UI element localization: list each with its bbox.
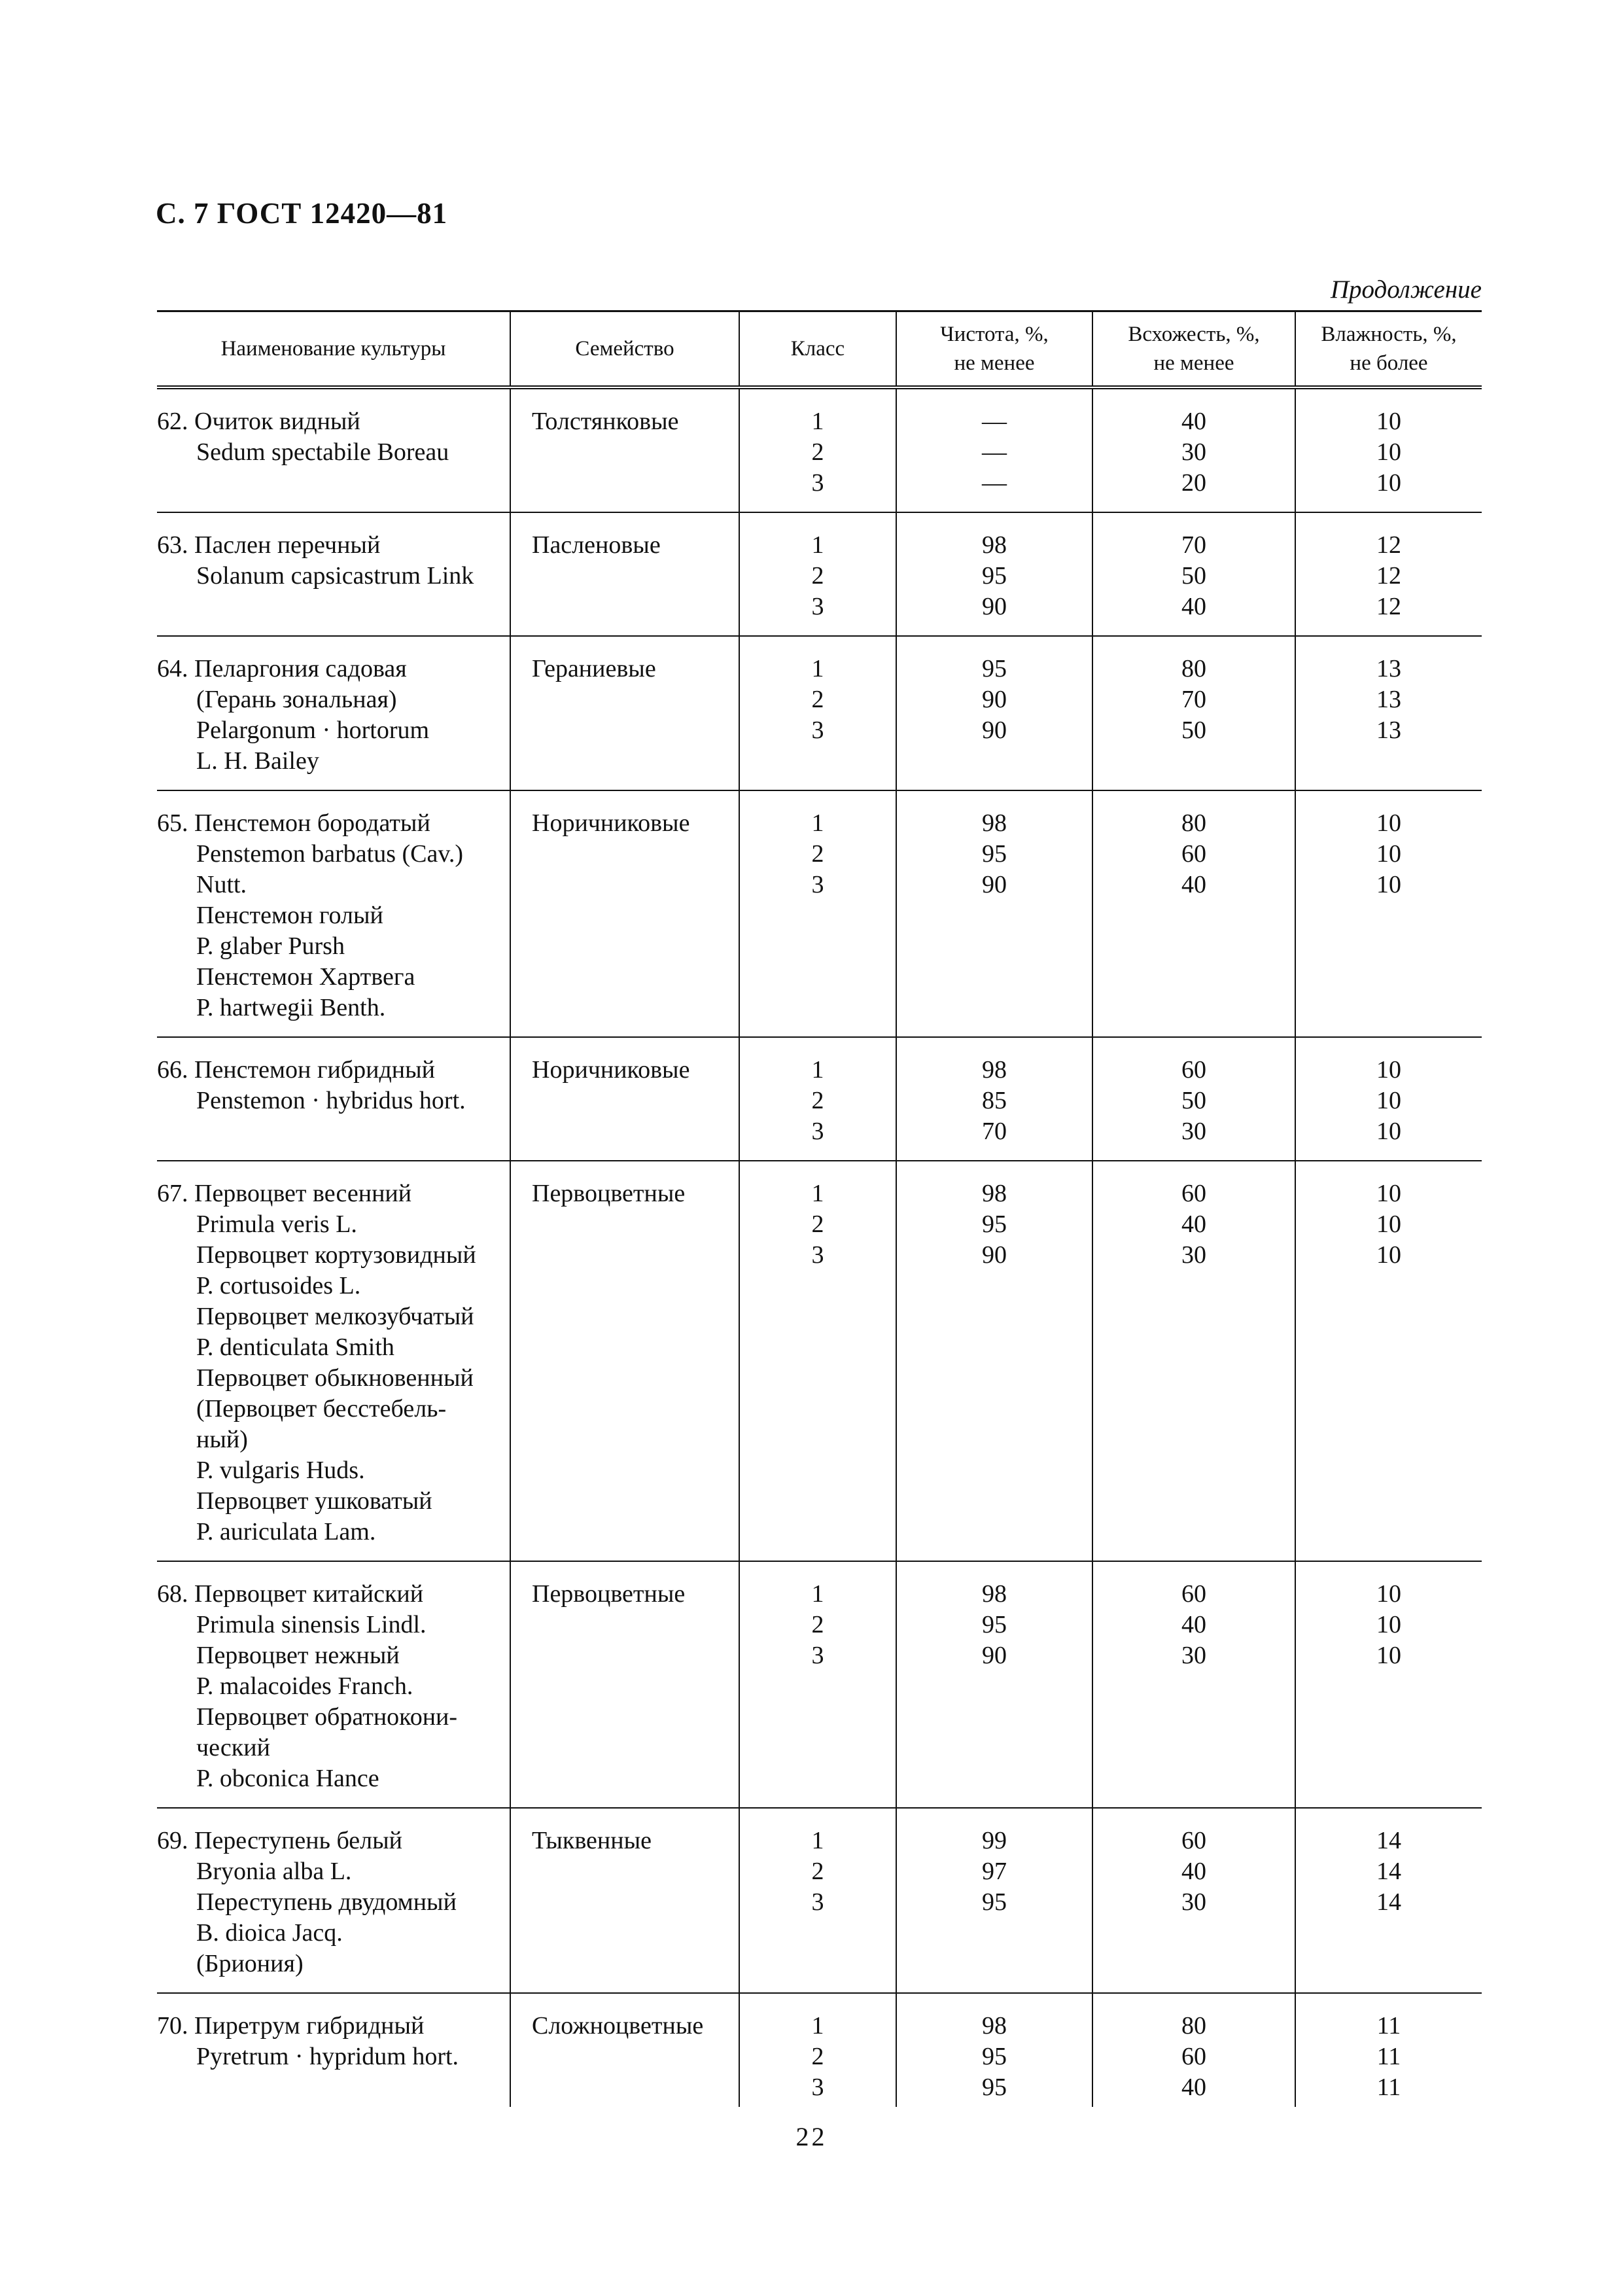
moisture-cell-value: 10 xyxy=(1376,1056,1401,1084)
germination-cell-value: 60 xyxy=(1181,1056,1206,1084)
family-cell: Первоцветные xyxy=(510,1561,739,1808)
table-row xyxy=(157,1037,1482,1161)
class-cell-value: 3 xyxy=(811,1241,824,1269)
class-cell xyxy=(739,387,896,512)
moisture-cell-value: 13 xyxy=(1376,655,1401,682)
family-cell: Сложноцветные xyxy=(510,1993,739,2107)
crop-name-line: B. dioica Jacq. xyxy=(196,1919,343,1947)
crop-name-line: 70. Пиретрум гибридный xyxy=(157,2012,425,2040)
family-cell: Толстянковые xyxy=(510,387,739,512)
moisture-cell-value: 11 xyxy=(1376,2043,1401,2070)
table-row xyxy=(157,1993,1482,2107)
crop-name-line: P. glaber Pursh xyxy=(196,932,345,960)
purity-cell-value: 95 xyxy=(982,1210,1007,1238)
crop-name-line: Nutt. xyxy=(196,871,247,898)
purity-cell-value: 99 xyxy=(982,1827,1007,1854)
column-header-crop-name: Наименование культуры xyxy=(157,311,510,388)
purity-cell-value: 95 xyxy=(982,562,1007,590)
class-cell-value: 2 xyxy=(811,840,824,868)
column-header-moisture: Влажность, %, не более xyxy=(1295,311,1482,388)
germination-cell-value: 20 xyxy=(1181,469,1206,497)
germination-cell-value: 50 xyxy=(1181,716,1206,744)
crop-name-line: 63. Паслен перечный xyxy=(157,531,381,559)
purity-cell-value: — xyxy=(982,469,1007,497)
column-header-class: Класс xyxy=(739,311,896,388)
crop-name-cell xyxy=(157,1037,510,1161)
crop-name-cell xyxy=(157,636,510,790)
germination-cell xyxy=(1092,1808,1295,1993)
purity-cell-value: 95 xyxy=(982,1888,1007,1916)
family-cell: Гераниевые xyxy=(510,636,739,790)
moisture-cell-value: 10 xyxy=(1376,809,1401,837)
purity-cell-value: 98 xyxy=(982,809,1007,837)
purity-cell-value: 98 xyxy=(982,2012,1007,2040)
germination-cell xyxy=(1092,1161,1295,1561)
class-cell-value: 3 xyxy=(811,2074,824,2101)
crop-name-cell xyxy=(157,790,510,1037)
purity-cell xyxy=(896,387,1092,512)
germination-cell-value: 30 xyxy=(1181,1888,1206,1916)
germination-cell xyxy=(1092,387,1295,512)
table-row xyxy=(157,1808,1482,1993)
moisture-cell-value: 11 xyxy=(1376,2074,1401,2101)
class-cell xyxy=(739,790,896,1037)
table-row xyxy=(157,512,1482,636)
germination-cell-value: 60 xyxy=(1181,840,1206,868)
germination-cell xyxy=(1092,1037,1295,1161)
germination-cell-value: 80 xyxy=(1181,2012,1206,2040)
germination-cell xyxy=(1092,636,1295,790)
purity-cell-value: 95 xyxy=(982,2074,1007,2101)
germination-cell xyxy=(1092,1561,1295,1808)
class-cell-value: 1 xyxy=(811,655,824,682)
table-row xyxy=(157,636,1482,790)
class-cell-value: 1 xyxy=(811,531,824,559)
crop-name-line: Первоцвет ушковатый xyxy=(196,1487,432,1515)
crop-name-line: P. malacoides Franch. xyxy=(196,1672,413,1700)
crop-name-line: Первоцвет кортузовидный xyxy=(196,1241,476,1269)
moisture-cell xyxy=(1295,1161,1482,1561)
purity-cell xyxy=(896,636,1092,790)
class-cell-value: 3 xyxy=(811,716,824,744)
moisture-cell-value: 10 xyxy=(1376,840,1401,868)
purity-cell-value: 95 xyxy=(982,655,1007,682)
germination-cell xyxy=(1092,790,1295,1037)
crop-name-line: 65. Пенстемон бородатый xyxy=(157,809,430,837)
class-cell-value: 1 xyxy=(811,408,824,435)
purity-cell-value: 98 xyxy=(982,1056,1007,1084)
germination-cell-value: 40 xyxy=(1181,593,1206,620)
germination-cell-value: 60 xyxy=(1181,1827,1206,1854)
class-cell-value: 2 xyxy=(811,1858,824,1885)
crop-name-line: Пенстемон Хартвега xyxy=(196,963,415,991)
family-cell: Первоцветные xyxy=(510,1161,739,1561)
class-cell-value: 2 xyxy=(811,686,824,713)
class-cell xyxy=(739,1561,896,1808)
moisture-cell-value: 14 xyxy=(1376,1827,1401,1854)
purity-cell-value: 90 xyxy=(982,1642,1007,1669)
crop-name-line: 68. Первоцвет китайский xyxy=(157,1580,424,1608)
crop-name-line: Переступень двудомный xyxy=(196,1888,457,1916)
crop-name-line: Пенстемон голый xyxy=(196,902,383,929)
purity-cell-value: 98 xyxy=(982,531,1007,559)
table-row xyxy=(157,790,1482,1037)
class-cell-value: 1 xyxy=(811,2012,824,2040)
class-cell-value: 1 xyxy=(811,1180,824,1207)
column-header-family: Семейство xyxy=(510,311,739,388)
moisture-cell-value: 12 xyxy=(1376,562,1401,590)
purity-cell xyxy=(896,1037,1092,1161)
crop-name-line: P. hartwegii Benth. xyxy=(196,994,386,1021)
moisture-cell-value: 12 xyxy=(1376,531,1401,559)
germination-cell-value: 70 xyxy=(1181,686,1206,713)
moisture-cell xyxy=(1295,790,1482,1037)
crop-name-line: ческий xyxy=(196,1734,270,1761)
crop-name-line: P. obconica Hance xyxy=(196,1765,379,1792)
moisture-cell xyxy=(1295,1993,1482,2107)
moisture-cell-value: 10 xyxy=(1376,1241,1401,1269)
germination-cell-value: 30 xyxy=(1181,438,1206,466)
germination-cell-value: 40 xyxy=(1181,1611,1206,1638)
germination-cell-value: 40 xyxy=(1181,2074,1206,2101)
crop-name-line: Penstemon barbatus (Cav.) xyxy=(196,840,464,868)
crop-name-line: (Бриония) xyxy=(196,1950,304,1977)
purity-cell xyxy=(896,512,1092,636)
moisture-cell-value: 10 xyxy=(1376,871,1401,898)
moisture-cell-value: 10 xyxy=(1376,1118,1401,1145)
germination-cell-value: 80 xyxy=(1181,655,1206,682)
column-header-purity: Чистота, %, не менее xyxy=(896,311,1092,388)
germination-cell xyxy=(1092,1993,1295,2107)
class-cell-value: 3 xyxy=(811,1888,824,1916)
moisture-cell-value: 11 xyxy=(1376,2012,1401,2040)
crop-name-cell xyxy=(157,512,510,636)
table-row xyxy=(157,387,1482,512)
page-header: С. 7 ГОСТ 12420—81 xyxy=(156,197,448,230)
moisture-cell-value: 10 xyxy=(1376,1611,1401,1638)
family-cell: Пасленовые xyxy=(510,512,739,636)
crop-name-line: 66. Пенстемон гибридный xyxy=(157,1056,435,1084)
crop-name-line: Bryonia alba L. xyxy=(196,1858,352,1885)
purity-cell xyxy=(896,1993,1092,2107)
crop-name-line: Первоцвет нежный xyxy=(196,1642,400,1669)
purity-cell-value: 90 xyxy=(982,686,1007,713)
crop-name-line: Penstemon · hybridus hort. xyxy=(196,1087,466,1114)
germination-cell-value: 40 xyxy=(1181,1858,1206,1885)
class-cell-value: 3 xyxy=(811,593,824,620)
moisture-cell-value: 10 xyxy=(1376,1087,1401,1114)
germination-cell-value: 50 xyxy=(1181,1087,1206,1114)
class-cell xyxy=(739,512,896,636)
purity-cell-value: 98 xyxy=(982,1180,1007,1207)
germination-cell-value: 60 xyxy=(1181,1580,1206,1608)
table-row xyxy=(157,1561,1482,1808)
moisture-cell-value: 12 xyxy=(1376,593,1401,620)
class-cell xyxy=(739,636,896,790)
germination-cell-value: 60 xyxy=(1181,1180,1206,1207)
purity-cell-value: 95 xyxy=(982,2043,1007,2070)
purity-cell-value: — xyxy=(982,438,1007,466)
class-cell xyxy=(739,1808,896,1993)
moisture-cell-value: 14 xyxy=(1376,1858,1401,1885)
crop-name-cell xyxy=(157,1561,510,1808)
crop-name-line: P. auriculata Lam. xyxy=(196,1518,376,1545)
moisture-cell-value: 13 xyxy=(1376,716,1401,744)
crop-name-line: 62. Очиток видный xyxy=(157,408,360,435)
germination-cell xyxy=(1092,512,1295,636)
crop-name-line: ный) xyxy=(196,1426,248,1453)
moisture-cell-value: 13 xyxy=(1376,686,1401,713)
class-cell-value: 1 xyxy=(811,1827,824,1854)
continuation-label: Продолжение xyxy=(1330,275,1482,304)
page-number: 22 xyxy=(795,2122,828,2151)
germination-cell-value: 30 xyxy=(1181,1642,1206,1669)
class-cell-value: 1 xyxy=(811,1580,824,1608)
crop-name-line: Первоцвет обыкновенный xyxy=(196,1364,474,1392)
crop-name-cell xyxy=(157,1993,510,2107)
germination-cell-value: 40 xyxy=(1181,1210,1206,1238)
germination-cell-value: 70 xyxy=(1181,531,1206,559)
purity-cell-value: — xyxy=(982,408,1007,435)
crop-name-line: 67. Первоцвет весенний xyxy=(157,1180,412,1207)
purity-cell-value: 95 xyxy=(982,840,1007,868)
crop-name-cell xyxy=(157,1808,510,1993)
crop-name-line: Primula veris L. xyxy=(196,1210,357,1238)
family-cell: Норичниковые xyxy=(510,790,739,1037)
moisture-cell-value: 10 xyxy=(1376,1580,1401,1608)
moisture-cell xyxy=(1295,636,1482,790)
moisture-cell xyxy=(1295,387,1482,512)
class-cell-value: 2 xyxy=(811,1611,824,1638)
class-cell-value: 3 xyxy=(811,469,824,497)
column-header-germination: Всхожесть, %, не менее xyxy=(1092,311,1295,388)
moisture-cell xyxy=(1295,1808,1482,1993)
purity-cell-value: 90 xyxy=(982,716,1007,744)
crop-name-line: Первоцвет обратнокони- xyxy=(196,1703,458,1731)
germination-cell-value: 80 xyxy=(1181,809,1206,837)
crop-name-line: (Герань зональная) xyxy=(196,686,397,713)
crop-name-cell xyxy=(157,1161,510,1561)
crop-name-line: P. vulgaris Huds. xyxy=(196,1457,365,1484)
purity-cell xyxy=(896,1161,1092,1561)
crop-name-line: P. denticulata Smith xyxy=(196,1333,394,1361)
crop-name-line: (Первоцвет бесстебель- xyxy=(196,1395,447,1422)
moisture-cell-value: 10 xyxy=(1376,1642,1401,1669)
class-cell-value: 2 xyxy=(811,1210,824,1238)
class-cell-value: 2 xyxy=(811,1087,824,1114)
purity-cell-value: 90 xyxy=(982,871,1007,898)
germination-cell-value: 40 xyxy=(1181,871,1206,898)
crop-name-line: Sedum spectabile Boreau xyxy=(196,438,449,466)
purity-cell xyxy=(896,1808,1092,1993)
purity-cell xyxy=(896,790,1092,1037)
crop-name-line: P. cortusoides L. xyxy=(196,1272,361,1299)
germination-cell-value: 40 xyxy=(1181,408,1206,435)
crop-name-line: Pelargonum · hortorum xyxy=(196,716,430,744)
class-cell xyxy=(739,1037,896,1161)
family-cell: Норичниковые xyxy=(510,1037,739,1161)
class-cell-value: 2 xyxy=(811,2043,824,2070)
purity-cell-value: 95 xyxy=(982,1611,1007,1638)
seed-standards-table xyxy=(157,310,1482,2107)
class-cell-value: 3 xyxy=(811,1118,824,1145)
crop-name-line: L. H. Bailey xyxy=(196,747,319,775)
purity-cell-value: 90 xyxy=(982,593,1007,620)
table-header-row xyxy=(157,311,1482,388)
class-cell xyxy=(739,1993,896,2107)
moisture-cell xyxy=(1295,1561,1482,1808)
class-cell-value: 2 xyxy=(811,438,824,466)
crop-name-line: 64. Пеларгония садовая xyxy=(157,655,407,682)
crop-name-line: Solanum capsicastrum Link xyxy=(196,562,474,590)
germination-cell-value: 30 xyxy=(1181,1118,1206,1145)
class-cell-value: 1 xyxy=(811,809,824,837)
moisture-cell-value: 10 xyxy=(1376,1180,1401,1207)
moisture-cell xyxy=(1295,1037,1482,1161)
crop-name-line: Pyretrum · hypridum hort. xyxy=(196,2043,459,2070)
purity-cell-value: 70 xyxy=(982,1118,1007,1145)
moisture-cell-value: 10 xyxy=(1376,438,1401,466)
class-cell xyxy=(739,1161,896,1561)
moisture-cell xyxy=(1295,512,1482,636)
crop-name-line: 69. Переступень белый xyxy=(157,1827,402,1854)
class-cell-value: 3 xyxy=(811,1642,824,1669)
crop-name-line: Primula sinensis Lindl. xyxy=(196,1611,427,1638)
purity-cell-value: 97 xyxy=(982,1858,1007,1885)
purity-cell-value: 85 xyxy=(982,1087,1007,1114)
purity-cell-value: 90 xyxy=(982,1241,1007,1269)
purity-cell-value: 98 xyxy=(982,1580,1007,1608)
germination-cell-value: 60 xyxy=(1181,2043,1206,2070)
moisture-cell-value: 10 xyxy=(1376,1210,1401,1238)
germination-cell-value: 50 xyxy=(1181,562,1206,590)
moisture-cell-value: 10 xyxy=(1376,408,1401,435)
table-row xyxy=(157,1161,1482,1561)
moisture-cell-value: 10 xyxy=(1376,469,1401,497)
crop-name-cell xyxy=(157,387,510,512)
crop-name-line: Первоцвет мелкозубчатый xyxy=(196,1303,474,1330)
family-cell: Тыквенные xyxy=(510,1808,739,1993)
germination-cell-value: 30 xyxy=(1181,1241,1206,1269)
moisture-cell-value: 14 xyxy=(1376,1888,1401,1916)
class-cell-value: 3 xyxy=(811,871,824,898)
purity-cell xyxy=(896,1561,1092,1808)
class-cell-value: 2 xyxy=(811,562,824,590)
class-cell-value: 1 xyxy=(811,1056,824,1084)
